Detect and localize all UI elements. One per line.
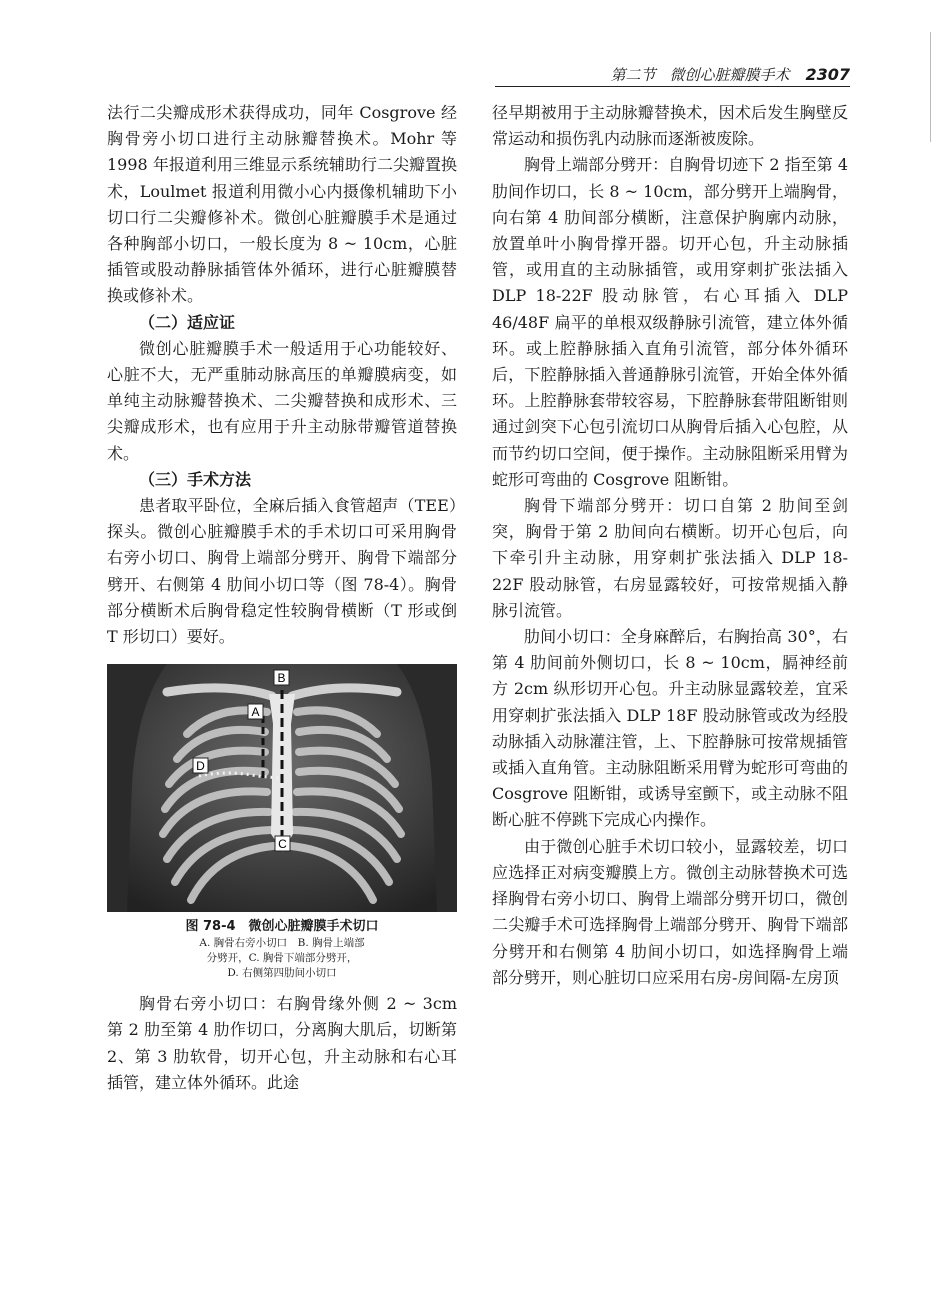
paragraph: 胸骨右旁小切口：右胸骨缘外侧 2 ~ 3cm 第 2 肋至第 4 肋作切口，分离胸大肌后，切断第 2、第 3 肋软骨，切开心包，升主动脉和右心耳插管，建立体外循环。此途	[107, 994, 457, 1092]
left-column	[107, 100, 457, 1096]
label-a: A	[251, 705, 260, 720]
section-heading-methods: （三）手术方法	[139, 469, 252, 489]
paragraph: 法行二尖瓣成形术获得成功，同年 Cosgrove 经胸骨旁小切口进行主动脉瓣替换术。Mohr 等 1998 年报道利用三维显示系统辅助行二尖瓣置换术，Loulmet 报道利用微小心内摄像机辅助下小切口行二尖瓣修补术。微创心脏瓣膜手术是通过各种胸部小切口，一般长度为 8 ~ 10cm，心脏插管或股动静脉插管体外循环，进行心脏瓣膜替换或修补术。	[107, 103, 457, 306]
paragraph: 径早期被用于主动脉瓣替换术，因术后发生胸壁反常运动和损伤乳内动脉而逐渐被废除。	[492, 103, 848, 149]
ribcage-incision-illustration	[107, 664, 457, 912]
label-d: D	[196, 759, 205, 774]
paragraph: 肋间小切口：全身麻醉后，右胸抬高 30°，右第 4 肋间前外侧切口，长 8 ~ 10cm，膈神经前方 2cm 纵形切开心包。升主动脉显露较差，宜采用穿刺扩张法插入 DLP 18F 股动脉管或改为经股动脉插入动脉灌注管，上、下腔静脉可按常规插管或插入直角管。主动脉阻断采用臂为蛇形可弯曲的 Cosgrove 阻断钳，或诱导室颤下，或主动脉不阻断心脏不停跳下完成心内操作。	[492, 627, 848, 830]
paragraph: 胸骨下端部分劈开：切口自第 2 肋间至剑突，胸骨于第 2 肋间向右横断。切开心包后，向下牵引升主动脉，用穿刺扩张法插入 DLP 18-22F 股动脉管，右房显露较好，可按常规插入静脉引流管。	[492, 496, 848, 620]
paragraph: 胸骨上端部分劈开：自胸骨切迹下 2 指至第 4 肋间作切口，长 8 ~ 10cm，部分劈开上端胸骨，向右第 4 肋间部分横断，注意保护胸廓内动脉，放置单叶小胸骨撑开器。切开心包，升主动脉插管，或用直的主动脉插管，或用穿刺扩张法插入 DLP 18-22F 股动脉管，右心耳插入 DLP 46/48F 扁平的单根双级静脉引流管，建立体外循环。或上腔静脉插入直角引流管，部分体外循环后，下腔静脉插入普通静脉引流管，开始全体外循环。上腔静脉套带较容易，下腔静脉套带阻断钳则通过剑突下心包引流切口从胸骨后插入心包腔，从而节约切口空间，便于操作。主动脉阻断采用臂为蛇形可弯曲的 Cosgrove 阻断钳。	[492, 155, 848, 489]
section-heading-indications: （二）适应证	[139, 312, 236, 332]
running-head	[495, 64, 850, 87]
running-head-title: 微创心脏瓣膜手术	[669, 66, 790, 84]
paragraph: 微创心脏瓣膜手术一般适用于心功能较好、心脏不大，无严重肺动脉高压的单瓣膜病变，如单纯主动脉瓣替换术、二尖瓣替换和成形术、三尖瓣成形术，也有应用于升主动脉带瓣管道替换术。	[107, 338, 457, 463]
paragraph: 由于微创心脏手术切口较小，显露较差，切口应选择正对病变瓣膜上方。微创主动脉替换术可选择胸骨右旁小切口、胸骨上端部分劈开切口，微创二尖瓣手术可选择胸骨上端部分劈开、胸骨下端部分劈开和右侧第 4 肋间小切口，如选择胸骨上端部分劈开，则心脏切口应采用右房-房间隔-左房顶	[492, 836, 848, 987]
paragraph: 患者取平卧位，全麻后插入食管超声（TEE）探头。微创心脏瓣膜手术的手术切口可采用胸骨右旁小切口、胸骨上端部分劈开、胸骨下端部分劈开、右侧第 4 肋间小切口等（图 78-4）。胸骨部分横断术后胸骨稳定性较胸骨横断（T 形或倒 T 形切口）要好。	[107, 496, 457, 647]
page-number: 2307	[805, 65, 850, 84]
figure-78-4	[107, 664, 457, 981]
label-c: C	[278, 837, 287, 852]
margin-rule	[930, 32, 931, 142]
label-b: B	[277, 671, 286, 686]
figure-legend-line: D. 右侧第四肋间小切口	[227, 967, 337, 980]
running-head-section: 第二节	[610, 66, 656, 84]
figure-caption	[107, 918, 457, 981]
figure-legend-line: 分劈开，C. 胸骨下端部分劈开，	[206, 952, 358, 965]
figure-title: 图 78-4 微创心脏瓣膜手术切口	[185, 919, 379, 935]
figure-legend-line: A. 胸骨右旁小切口 B. 胸骨上端部	[199, 937, 365, 950]
right-column	[492, 100, 848, 991]
